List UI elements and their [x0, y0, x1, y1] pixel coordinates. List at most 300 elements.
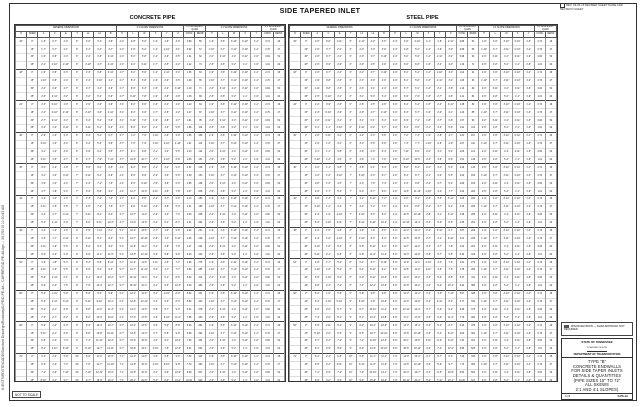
concrete-cell: 1'-4": [251, 298, 262, 306]
concrete-cell: 6'-6": [83, 330, 94, 338]
steel-cell: 52: [545, 306, 556, 314]
concrete-cell: 5'-11": [60, 298, 71, 306]
concrete-cell: 3'-8": [161, 203, 172, 211]
concrete-cell: 3'-11": [217, 306, 228, 314]
concrete-cell: 7'-10": [60, 369, 71, 377]
concrete-cell: 16'-5": [128, 369, 139, 377]
concrete-cell: 1'-4": [251, 259, 262, 267]
steel-cell: 617: [468, 377, 479, 382]
steel-cell: 0.84: [534, 117, 545, 125]
steel-cell: 1'-11": [323, 322, 334, 330]
steel-cell: 30°: [301, 306, 312, 314]
steel-cell: 5'-0": [367, 93, 378, 101]
steel-cell: 1'-6": [523, 180, 534, 188]
concrete-cell: 3'-9": [83, 148, 94, 156]
concrete-column-header: Y: [161, 32, 172, 38]
concrete-cell: 0.76: [262, 235, 273, 243]
steel-cell: 62: [545, 345, 556, 353]
table-row: [16, 353, 285, 361]
concrete-cell: 15°: [27, 267, 38, 275]
concrete-cell: 9'-2": [128, 196, 139, 204]
steel-cell: 5'-8": [356, 290, 367, 298]
concrete-cell: 30°: [27, 117, 38, 125]
concrete-cell: 231: [195, 227, 206, 235]
steel-cell: 2'-0": [323, 330, 334, 338]
steel-cell: 11'-3": [445, 314, 456, 322]
concrete-cell: 46: [273, 132, 284, 140]
steel-cell: 47: [545, 140, 556, 148]
concrete-cell: 3'-10": [150, 361, 161, 369]
steel-cell: 7'-0": [390, 353, 401, 361]
concrete-cell: 1'-9": [206, 227, 217, 235]
steel-group-header: 2:1 SLOPE EST QUAN: [456, 26, 478, 32]
concrete-cell: 1'-4": [251, 227, 262, 235]
steel-cell: 165: [468, 180, 479, 188]
concrete-cell: 5'-2": [228, 93, 239, 101]
steel-cell: 3'-10": [501, 164, 512, 172]
concrete-cell: 12'-7": [105, 282, 116, 290]
concrete-cell: 2'-4": [161, 101, 172, 109]
steel-cell: 46: [545, 322, 556, 330]
concrete-cell: 0'-11": [240, 117, 251, 125]
concrete-cell: 5'-5": [83, 267, 94, 275]
steel-cell: 0.76: [534, 77, 545, 85]
concrete-cell: 2'-2": [161, 85, 172, 93]
concrete-cell: 3'-4": [38, 172, 49, 180]
concrete-cell: 5'-1": [116, 243, 127, 251]
steel-cell: 4'-8": [356, 227, 367, 235]
concrete-column-header: D: [16, 32, 27, 38]
steel-cell: 10": [345, 353, 356, 361]
concrete-cell: 3'-11": [60, 124, 71, 132]
concrete-cell: 5'-1": [116, 235, 127, 243]
steel-cell: 6'-9": [434, 314, 445, 322]
concrete-cell: 1'-4": [251, 330, 262, 338]
concrete-cell: 12'-11": [94, 369, 105, 377]
concrete-cell: 1'-10": [206, 140, 217, 148]
steel-cell: 1'-6": [523, 117, 534, 125]
steel-cell: 4.01: [456, 235, 467, 243]
steel-cell: 3'-10": [379, 69, 390, 77]
steel-cell: 1.91: [456, 124, 467, 132]
steel-cell: 5'-6": [412, 77, 423, 85]
steel-cell: 3'-8": [356, 148, 367, 156]
steel-cell: 1'-6": [523, 85, 534, 93]
steel-cell: 1'-11": [356, 38, 367, 46]
concrete-cell: 5'-6": [38, 274, 49, 282]
concrete-cell: 5.46: [184, 251, 195, 259]
concrete-cell: 1'-9": [150, 117, 161, 125]
concrete-cell: 9'-7": [83, 377, 94, 382]
concrete-cell: 3'-10": [228, 101, 239, 109]
steel-cell: 0.76: [534, 140, 545, 148]
concrete-cell: 5'-5": [60, 267, 71, 275]
steel-cell: 2'-3": [423, 196, 434, 204]
concrete-cell: 1'-2": [49, 124, 60, 132]
concrete-cell: 3'-10": [228, 322, 239, 330]
table-row: [16, 259, 285, 267]
concrete-cell: 46: [273, 69, 284, 77]
steel-cell: 6'-0": [390, 290, 401, 298]
steel-cell: 228: [468, 227, 479, 235]
steel-cell: 4'-11": [434, 298, 445, 306]
concrete-cell: 0'-11": [240, 306, 251, 314]
steel-cell: 0'-11": [512, 53, 523, 61]
steel-cell: 3'-11": [501, 298, 512, 306]
concrete-cell: 3'-2": [60, 93, 71, 101]
steel-cell: 6'-2": [356, 322, 367, 330]
concrete-cell: 15": [16, 38, 27, 46]
concrete-cell: 4'-1": [116, 164, 127, 172]
steel-cell: 0.84: [534, 243, 545, 251]
concrete-cell: 5'-7": [161, 306, 172, 314]
concrete-cell: 1'-9": [251, 377, 262, 382]
steel-cell: 6'-0": [401, 101, 412, 109]
concrete-cell: 0'-11": [240, 180, 251, 188]
steel-cell: 52: [545, 243, 556, 251]
steel-cell: 4'-8": [490, 61, 501, 69]
concrete-cell: 1'-9": [38, 69, 49, 77]
concrete-cell: 5'-2": [228, 124, 239, 132]
concrete-cell: 3'-6": [217, 132, 228, 140]
steel-cell: 0'-10": [512, 172, 523, 180]
steel-column-header: REINF: [468, 32, 479, 38]
concrete-cell: 8": [72, 227, 83, 235]
concrete-cell: 3'-3": [60, 132, 71, 140]
concrete-cell: 6'-8": [172, 156, 183, 164]
concrete-cell: 6": [72, 53, 83, 61]
concrete-cell: 8'-6": [172, 274, 183, 282]
steel-cell: 4'-6": [312, 188, 323, 196]
steel-cell: 456: [468, 361, 479, 369]
steel-cell: 0.76: [534, 235, 545, 243]
table-row: [290, 164, 557, 172]
concrete-cell: 10'-10": [139, 235, 150, 243]
steel-cell: 2'-6": [390, 85, 401, 93]
table-row: [290, 203, 557, 211]
steel-cell: 5'-9": [434, 361, 445, 369]
concrete-cell: 5'-7": [116, 267, 127, 275]
concrete-cell: 1'-9": [251, 93, 262, 101]
concrete-cell: 3'-11": [217, 338, 228, 346]
steel-cell: 3'-10": [501, 259, 512, 267]
concrete-cell: 4'-4": [228, 53, 239, 61]
table-row: [290, 338, 557, 346]
concrete-cell: 9": [72, 330, 83, 338]
steel-cell: 0.84: [534, 148, 545, 156]
concrete-cell: 4'-8": [172, 132, 183, 140]
steel-cell: 45°: [301, 377, 312, 382]
steel-cell: 9'-0": [412, 124, 423, 132]
concrete-cell: 0'-10": [240, 46, 251, 54]
steel-cell: 7'-11": [434, 377, 445, 382]
steel-cell: 11'-9": [412, 267, 423, 275]
concrete-cell: 2'-4": [49, 282, 60, 290]
steel-cell: 5'-0": [412, 46, 423, 54]
title-block-description-line: CONCRETE ENDWALLS: [572, 363, 622, 369]
steel-cell: 0.74: [534, 227, 545, 235]
concrete-cell: 6'-10": [161, 314, 172, 322]
steel-cell: 2'-3": [356, 77, 367, 85]
steel-cell: 3'-7": [490, 77, 501, 85]
concrete-cell: 47: [273, 235, 284, 243]
steel-cell: 6": [345, 140, 356, 148]
concrete-cell: 2'-9": [150, 211, 161, 219]
concrete-cell: 5'-4": [60, 188, 71, 196]
concrete-cell: 4'-1": [105, 77, 116, 85]
concrete-cell: 2'-10": [38, 140, 49, 148]
concrete-cell: 5'-1": [161, 274, 172, 282]
steel-cell: 2'-0": [334, 46, 345, 54]
steel-cell: 24": [290, 101, 301, 109]
concrete-cell: 5'-2": [228, 345, 239, 353]
steel-cell: 10'-5": [401, 211, 412, 219]
steel-cell: 2'-9": [356, 61, 367, 69]
steel-cell: 0.74: [534, 196, 545, 204]
concrete-cell: 5'-2": [94, 117, 105, 125]
steel-cell: 503: [468, 369, 479, 377]
concrete-cell: 6'-1": [38, 306, 49, 314]
steel-cell: 1'-9": [523, 61, 534, 69]
steel-cell: 1'-10": [323, 298, 334, 306]
steel-cell: 10'-8": [412, 235, 423, 243]
concrete-cell: 0'-10": [240, 235, 251, 243]
steel-cell: 1'-1": [512, 93, 523, 101]
concrete-cell: 9": [72, 298, 83, 306]
steel-cell: 1'-1": [512, 251, 523, 259]
steel-cell: 3'-6": [490, 322, 501, 330]
concrete-cell: 1'-10": [206, 46, 217, 54]
steel-cell: 1'-4": [523, 267, 534, 275]
steel-cell: 18'-11": [412, 345, 423, 353]
concrete-cell: 4.66: [184, 259, 195, 267]
steel-cell: 3'-0": [323, 377, 334, 382]
concrete-cell: 6.68: [184, 330, 195, 338]
steel-cell: 10'-7": [367, 330, 378, 338]
concrete-cell: 3'-2": [83, 117, 94, 125]
steel-cell: 4'-0": [390, 164, 401, 172]
steel-cell: 46: [545, 353, 556, 361]
concrete-cell: 11'-1": [94, 251, 105, 259]
concrete-cell: 2.10: [184, 148, 195, 156]
concrete-cell: 0'-10": [240, 290, 251, 298]
concrete-cell: 1'-7": [150, 61, 161, 69]
concrete-cell: 1'-5": [150, 85, 161, 93]
steel-cell: 30°: [301, 53, 312, 61]
concrete-cell: 4'-5": [161, 259, 172, 267]
concrete-cell: 1'-6": [150, 101, 161, 109]
steel-cell: 1'-4": [523, 46, 534, 54]
steel-cell: 1'-1": [512, 156, 523, 164]
table-row: [290, 345, 557, 353]
steel-cell: 1.43: [456, 109, 467, 117]
steel-cell: 0'-10": [512, 235, 523, 243]
table-row: [290, 172, 557, 180]
concrete-cell: 3'-4": [150, 219, 161, 227]
concrete-cell: 5'-3": [161, 322, 172, 330]
concrete-cell: 4'-8": [217, 188, 228, 196]
table-row: [290, 132, 557, 140]
concrete-cell: 8'-2": [60, 314, 71, 322]
steel-cell: 3'-11": [490, 369, 501, 377]
concrete-cell: 4'-9": [128, 46, 139, 54]
steel-cell: 1'-1": [512, 219, 523, 227]
concrete-cell: 1'-1": [240, 124, 251, 132]
concrete-cell: 151: [195, 156, 206, 164]
table-row: [16, 196, 285, 204]
concrete-cell: 8'-3": [172, 298, 183, 306]
steel-cell: 7'-3": [401, 140, 412, 148]
steel-cell: 1'-0": [323, 140, 334, 148]
steel-cell: [290, 369, 301, 377]
concrete-cell: 62: [273, 188, 284, 196]
steel-cell: 7'-6": [412, 93, 423, 101]
steel-cell: 85: [468, 109, 479, 117]
concrete-cell: 2'-8": [150, 235, 161, 243]
steel-cell: 6'-7": [312, 338, 323, 346]
steel-cell: [290, 235, 301, 243]
steel-cell: 4'-7": [445, 132, 456, 140]
concrete-cell: 0.74: [262, 38, 273, 46]
concrete-cell: 0.76: [262, 267, 273, 275]
concrete-cell: 2'-7": [38, 117, 49, 125]
steel-cell: 5'-0": [434, 219, 445, 227]
steel-cell: 17'-6": [412, 314, 423, 322]
revision-legend: [561, 322, 633, 336]
concrete-cell: 12'-8": [128, 298, 139, 306]
steel-cell: 0'-10": [512, 38, 523, 46]
concrete-cell: 3'-11": [38, 203, 49, 211]
concrete-cell: 1'-9": [206, 38, 217, 46]
concrete-cell: 5'-4": [38, 219, 49, 227]
concrete-cell: 11'-2": [128, 259, 139, 267]
steel-cell: 3'-3": [312, 172, 323, 180]
concrete-cell: 11'-11": [139, 267, 150, 275]
concrete-cell: 11'-7": [128, 267, 139, 275]
table-row: [16, 85, 285, 93]
drawing-number: D-PE-4A: [617, 395, 628, 398]
steel-cell: 8'-10": [379, 259, 390, 267]
steel-cell: 45°: [301, 251, 312, 259]
steel-cell: 3'-10": [501, 101, 512, 109]
concrete-cell: 11'-9": [128, 243, 139, 251]
steel-cell: 5'-5": [367, 140, 378, 148]
concrete-cell: [16, 306, 27, 314]
steel-cell: 18'-6": [401, 345, 412, 353]
concrete-cell: 0'-10": [49, 101, 60, 109]
concrete-cell: 2'-5": [206, 251, 217, 259]
steel-cell: 3'-11": [501, 267, 512, 275]
steel-cell: 1'-4": [523, 132, 534, 140]
steel-cell: 2'-5": [479, 251, 490, 259]
steel-cell: 10'-0": [379, 298, 390, 306]
concrete-cell: 4'-8": [217, 377, 228, 382]
concrete-cell: 9": [72, 290, 83, 298]
concrete-cell: 2'-3": [49, 361, 60, 369]
steel-cell: [290, 46, 301, 54]
steel-cell: 7.73: [456, 361, 467, 369]
concrete-cell: 3'-8": [161, 180, 172, 188]
concrete-cell: 5'-0": [161, 298, 172, 306]
concrete-cell: 4.06: [184, 235, 195, 243]
concrete-cell: 1'-2": [150, 46, 161, 54]
concrete-cell: 8'-1": [128, 148, 139, 156]
concrete-column-header: W: [139, 32, 150, 38]
steel-cell: 13'-11": [401, 306, 412, 314]
steel-cell: 9'-5": [367, 290, 378, 298]
concrete-cell: 1'-9": [38, 53, 49, 61]
steel-cell: 4'-8": [490, 345, 501, 353]
concrete-cell: 2'-0": [206, 53, 217, 61]
concrete-cell: 0'-10": [240, 164, 251, 172]
steel-cell: 3'-11": [501, 235, 512, 243]
concrete-cell: 0'-7": [49, 38, 60, 46]
steel-cell: 1'-9": [479, 101, 490, 109]
concrete-cell: 2'-0": [206, 211, 217, 219]
title-block-description: [562, 360, 632, 392]
steel-column-header: REINF: [545, 32, 556, 38]
concrete-cell: 62: [273, 219, 284, 227]
concrete-cell: [16, 124, 27, 132]
concrete-cell: 0'-10": [240, 132, 251, 140]
steel-cell: 1'-4": [523, 109, 534, 117]
steel-cell: 4'-10": [312, 267, 323, 275]
steel-cell: 2'-2": [334, 69, 345, 77]
steel-cell: 10'-10": [379, 330, 390, 338]
steel-cell: 6'-7": [445, 227, 456, 235]
concrete-cell: 7'-8": [139, 93, 150, 101]
steel-cell: 2'-3": [323, 282, 334, 290]
concrete-cell: 16'-1": [105, 377, 116, 382]
concrete-cell: 0'-11": [240, 338, 251, 346]
steel-cell: 7'-9": [367, 227, 378, 235]
steel-cell: 14'-4": [412, 353, 423, 361]
steel-cell: 2'-9": [434, 140, 445, 148]
steel-cell: 1'-3": [423, 77, 434, 85]
steel-cell: 4'-8": [334, 227, 345, 235]
concrete-cell: 6'-9": [83, 251, 94, 259]
concrete-cell: 4'-11": [38, 267, 49, 275]
concrete-cell: [16, 203, 27, 211]
steel-cell: 2'-0": [479, 148, 490, 156]
concrete-cell: 5'-2": [228, 251, 239, 259]
concrete-cell: 0°: [27, 290, 38, 298]
concrete-cell: 1.01: [262, 377, 273, 382]
steel-cell: 52: [545, 274, 556, 282]
steel-cell: 4'-0": [390, 172, 401, 180]
steel-cell: 7'-2": [379, 196, 390, 204]
steel-cell: 3'-8": [423, 251, 434, 259]
steel-cell: 13'-4": [412, 322, 423, 330]
table-row: [290, 93, 557, 101]
steel-cell: 121: [468, 148, 479, 156]
concrete-cell: 314: [195, 274, 206, 282]
steel-cell: 6.36: [456, 306, 467, 314]
steel-cell: 15'-8": [401, 282, 412, 290]
concrete-cell: 11'-11": [94, 338, 105, 346]
concrete-cell: 4'-7": [161, 267, 172, 275]
steel-cell: 4.78: [456, 267, 467, 275]
concrete-cell: 45°: [27, 156, 38, 164]
concrete-cell: 5'-5": [172, 148, 183, 156]
steel-cell: 9'-3": [445, 353, 456, 361]
concrete-cell: 7'-1": [94, 180, 105, 188]
steel-cell: 3'-4": [445, 77, 456, 85]
steel-cell: 186: [468, 203, 479, 211]
steel-cell: 5'-0": [390, 251, 401, 259]
steel-cell: 7'-8": [445, 243, 456, 251]
steel-cell: 2'-9": [334, 109, 345, 117]
